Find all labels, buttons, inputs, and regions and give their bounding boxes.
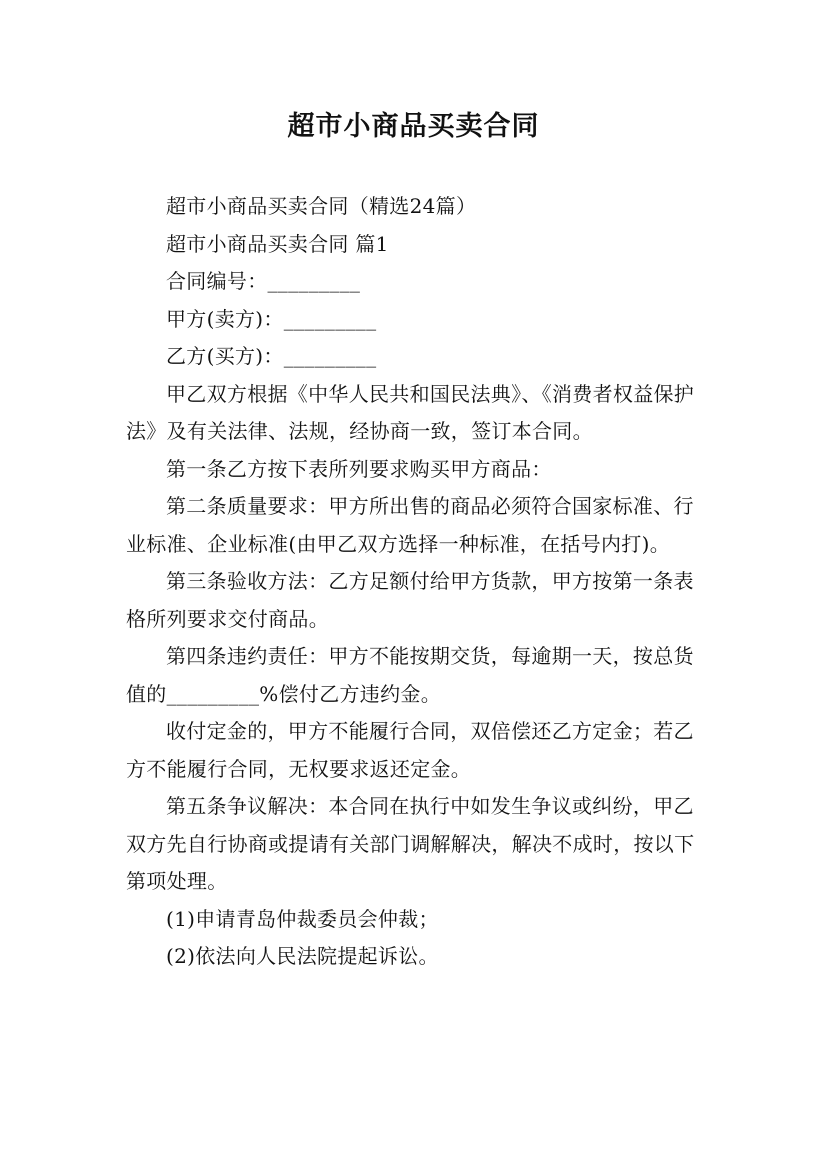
paragraph-party-a: 甲方(卖方)：_________: [166, 306, 377, 331]
paragraph-contract-number: 合同编号：_________: [166, 269, 361, 293]
document-body: [126, 188, 702, 976]
paragraph-deposit: 收付定金的，甲方不能履行合同，双倍偿还乙方定金；若乙方不能履行合同，无权要求返还定金。: [126, 719, 694, 781]
paragraph-option-2: (2)依法向人民法院提起诉讼。: [166, 944, 439, 968]
paragraph-article-1: 第一条乙方按下表所列要求购买甲方商品：: [166, 456, 552, 481]
paragraph-article-5: 第五条争议解决：本合同在执行中如发生争议或纠纷，甲乙双方先自行协商或提请有关部门调解解决，解决不成时，按以下第项处理。: [126, 794, 695, 893]
document-title: 超市小商品买卖合同: [287, 111, 540, 142]
paragraph-article-3: 第三条验收方法：乙方足额付给甲方货款，甲方按第一条表格所列要求交付商品。: [126, 569, 694, 631]
paragraph-section-heading: 超市小商品买卖合同 篇1: [166, 231, 389, 256]
paragraph-party-b: 乙方(买方)：_________: [166, 344, 377, 368]
paragraph-option-1: (1)申请青岛仲裁委员会仲裁；: [166, 906, 439, 931]
paragraph-subtitle: 超市小商品买卖合同（精选24篇）: [166, 194, 477, 218]
paragraph-article-4: 第四条违约责任：甲方不能按期交货，每逾期一天，按总货值的_________%偿付乙方违约金。: [126, 644, 694, 706]
paragraph-preamble: 甲乙双方根据《中华人民共和国民法典》、《消费者权益保护法》及有关法律、法规，经协商一致，签订本合同。: [126, 381, 695, 443]
paragraph-article-2: 第二条质量要求：甲方所出售的商品必须符合国家标准、行业标准、企业标准(由甲乙双方选择一种标准，在括号内打)。: [126, 494, 694, 556]
